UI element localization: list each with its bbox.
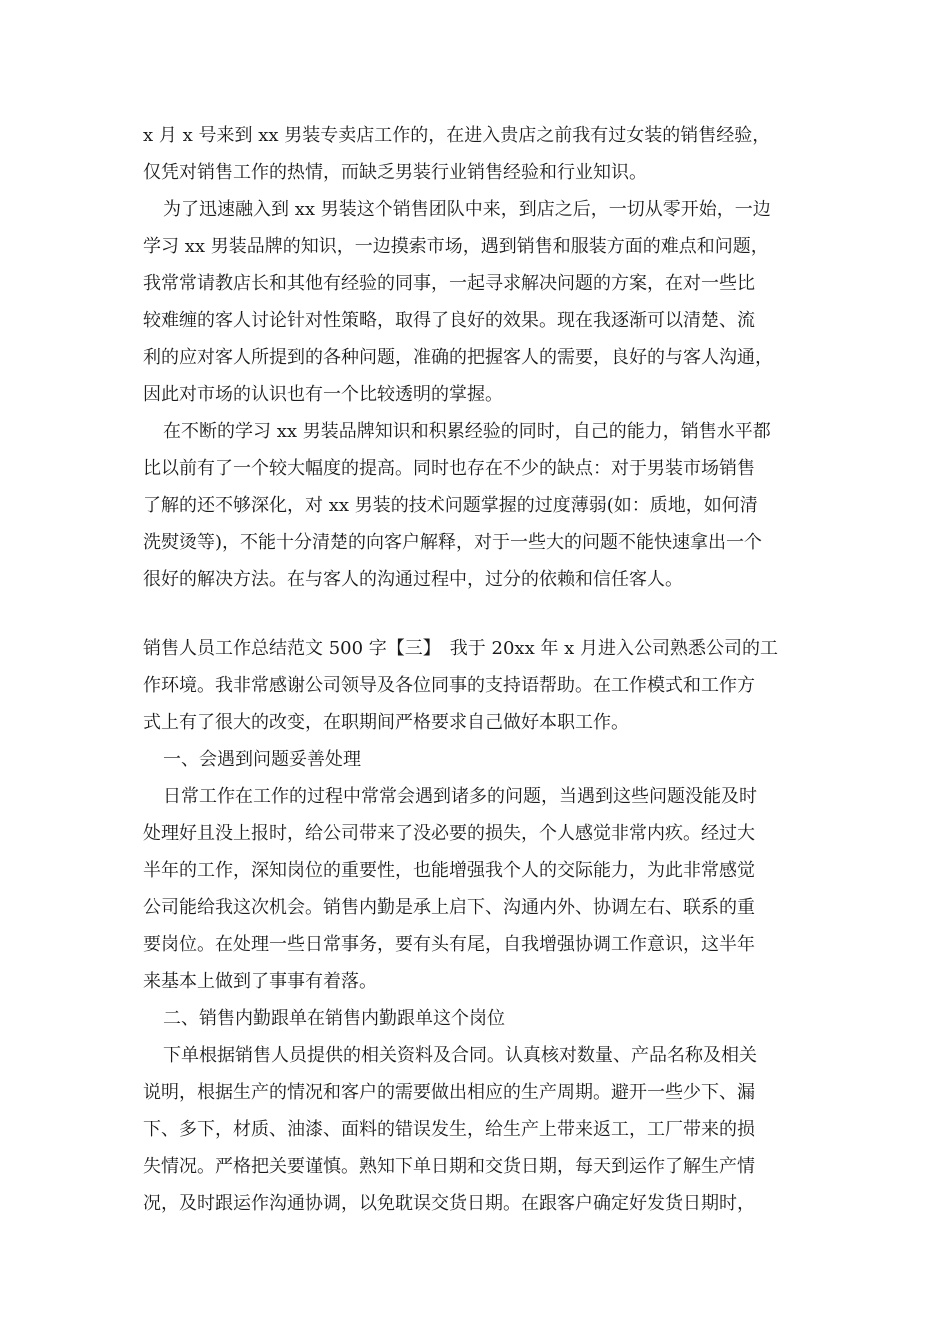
text-line-16: 式上有了很大的改变，在职期间严格要求自己做好本职工作。: [143, 712, 629, 733]
text-line-12: 洗熨烫等)，不能十分清楚的向客户解释，对于一些大的问题不能快速拿出一个: [143, 532, 763, 553]
subheading-one: 一、会遇到问题妥善处理: [163, 749, 361, 770]
text-line-21: 公司能给我这次机会。销售内勤是承上启下、沟通内外、协调左右、联系的重: [143, 897, 755, 918]
text-line-6: 较难缠的客人讨论针对性策略，取得了良好的效果。现在我逐渐可以清楚、流: [143, 310, 755, 331]
text-line-29: 况，及时跟运作沟通协调，以免耽误交货日期。在跟客户确定好发货日期时，: [143, 1193, 755, 1214]
subheading-two: 二、销售内勤跟单在销售内勤跟单这个岗位: [163, 1008, 505, 1029]
text-line-10: 比以前有了一个较大幅度的提高。同时也存在不少的缺点：对于男装市场销售: [143, 458, 755, 479]
text-line-15: 作环境。我非常感谢公司领导及各位同事的支持语帮助。在工作模式和工作方: [143, 675, 755, 696]
text-line-3: 为了迅速融入到 xx 男装这个销售团队中来，到店之后，一切从零开始，一边: [163, 199, 771, 220]
text-line-1: x 月 x 号来到 xx 男装专卖店工作的，在进入贵店之前我有过女装的销售经验，: [143, 125, 771, 146]
text-line-28: 失情况。严格把关要谨慎。熟知下单日期和交货日期，每天到运作了解生产情: [143, 1156, 755, 1177]
text-line-8: 因此对市场的认识也有一个比较透明的掌握。: [143, 384, 503, 405]
text-line-23: 来基本上做到了事事有着落。: [143, 971, 377, 992]
text-line-11: 了解的还不够深化，对 xx 男装的技术问题掌握的过度薄弱(如：质地，如何清: [143, 495, 758, 516]
text-line-25: 下单根据销售人员提供的相关资料及合同。认真核对数量、产品名称及相关: [163, 1045, 757, 1066]
text-line-9: 在不断的学习 xx 男装品牌知识和积累经验的同时，自己的能力，销售水平都: [163, 421, 771, 442]
section-heading-line: 销售人员工作总结范文 500 字【三】 我于 20xx 年 x 月进入公司熟悉公司的工: [143, 638, 779, 659]
text-line-22: 要岗位。在处理一些日常事务，要有头有尾，自我增强协调工作意识，这半年: [143, 934, 755, 955]
text-line-7: 利的应对客人所提到的各种问题，准确的把握客人的需要，良好的与客人沟通，: [143, 347, 773, 368]
text-line-5: 我常常请教店长和其他有经验的同事，一起寻求解决问题的方案，在对一些比: [143, 273, 755, 294]
text-line-20: 半年的工作，深知岗位的重要性，也能增强我个人的交际能力，为此非常感觉: [143, 860, 755, 881]
text-line-27: 下、多下，材质、油漆、面料的错误发生，给生产上带来返工，工厂带来的损: [143, 1119, 755, 1140]
text-line-2: 仅凭对销售工作的热情，而缺乏男装行业销售经验和行业知识。: [143, 162, 647, 183]
text-line-4: 学习 xx 男装品牌的知识，一边摸索市场，遇到销售和服装方面的难点和问题，: [143, 236, 769, 257]
text-line-18: 日常工作在工作的过程中常常会遇到诸多的问题，当遇到这些问题没能及时: [163, 786, 757, 807]
text-line-13: 很好的解决方法。在与客人的沟通过程中，过分的依赖和信任客人。: [143, 569, 683, 590]
text-line-26: 说明，根据生产的情况和客户的需要做出相应的生产周期。避开一些少下、漏: [143, 1082, 755, 1103]
text-line-19: 处理好且没上报时，给公司带来了没必要的损失，个人感觉非常内疚。经过大: [143, 823, 755, 844]
